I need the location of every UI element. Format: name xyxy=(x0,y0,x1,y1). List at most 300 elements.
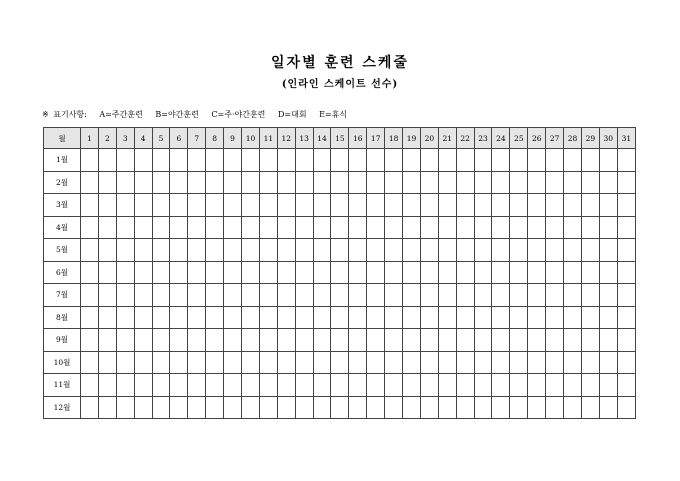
schedule-cell[interactable] xyxy=(134,216,152,239)
schedule-cell[interactable] xyxy=(474,216,492,239)
schedule-cell[interactable] xyxy=(295,239,313,262)
schedule-cell[interactable] xyxy=(599,306,617,329)
schedule-cell[interactable] xyxy=(134,396,152,419)
schedule-cell[interactable] xyxy=(456,306,474,329)
schedule-cell[interactable] xyxy=(242,239,260,262)
schedule-cell[interactable] xyxy=(188,351,206,374)
schedule-cell[interactable] xyxy=(420,261,438,284)
schedule-cell[interactable] xyxy=(206,194,224,217)
schedule-cell[interactable] xyxy=(617,351,635,374)
schedule-cell[interactable] xyxy=(152,149,170,172)
schedule-cell[interactable] xyxy=(277,396,295,419)
schedule-cell[interactable] xyxy=(331,239,349,262)
schedule-cell[interactable] xyxy=(528,329,546,352)
schedule-cell[interactable] xyxy=(313,194,331,217)
schedule-cell[interactable] xyxy=(224,216,242,239)
schedule-cell[interactable] xyxy=(510,171,528,194)
schedule-cell[interactable] xyxy=(295,351,313,374)
schedule-cell[interactable] xyxy=(259,194,277,217)
schedule-cell[interactable] xyxy=(81,194,99,217)
schedule-cell[interactable] xyxy=(242,374,260,397)
schedule-cell[interactable] xyxy=(313,216,331,239)
schedule-cell[interactable] xyxy=(420,149,438,172)
schedule-cell[interactable] xyxy=(367,306,385,329)
schedule-cell[interactable] xyxy=(546,351,564,374)
schedule-cell[interactable] xyxy=(349,171,367,194)
schedule-cell[interactable] xyxy=(277,194,295,217)
schedule-cell[interactable] xyxy=(242,351,260,374)
schedule-cell[interactable] xyxy=(313,374,331,397)
schedule-cell[interactable] xyxy=(599,171,617,194)
schedule-cell[interactable] xyxy=(403,261,421,284)
schedule-cell[interactable] xyxy=(510,396,528,419)
schedule-cell[interactable] xyxy=(259,374,277,397)
schedule-cell[interactable] xyxy=(546,396,564,419)
schedule-cell[interactable] xyxy=(403,396,421,419)
schedule-cell[interactable] xyxy=(564,396,582,419)
schedule-cell[interactable] xyxy=(617,239,635,262)
schedule-cell[interactable] xyxy=(510,261,528,284)
schedule-cell[interactable] xyxy=(295,171,313,194)
schedule-cell[interactable] xyxy=(277,351,295,374)
schedule-cell[interactable] xyxy=(492,149,510,172)
schedule-cell[interactable] xyxy=(617,374,635,397)
schedule-cell[interactable] xyxy=(259,351,277,374)
schedule-cell[interactable] xyxy=(152,374,170,397)
schedule-cell[interactable] xyxy=(313,396,331,419)
schedule-cell[interactable] xyxy=(188,374,206,397)
schedule-cell[interactable] xyxy=(331,261,349,284)
schedule-cell[interactable] xyxy=(367,239,385,262)
schedule-cell[interactable] xyxy=(313,329,331,352)
schedule-cell[interactable] xyxy=(528,306,546,329)
schedule-cell[interactable] xyxy=(474,374,492,397)
schedule-cell[interactable] xyxy=(313,239,331,262)
schedule-cell[interactable] xyxy=(206,171,224,194)
schedule-cell[interactable] xyxy=(224,261,242,284)
schedule-cell[interactable] xyxy=(98,194,116,217)
schedule-cell[interactable] xyxy=(295,194,313,217)
schedule-cell[interactable] xyxy=(134,284,152,307)
schedule-cell[interactable] xyxy=(295,396,313,419)
schedule-cell[interactable] xyxy=(152,171,170,194)
schedule-cell[interactable] xyxy=(206,149,224,172)
schedule-cell[interactable] xyxy=(581,351,599,374)
schedule-cell[interactable] xyxy=(403,194,421,217)
schedule-cell[interactable] xyxy=(188,149,206,172)
schedule-cell[interactable] xyxy=(564,239,582,262)
schedule-cell[interactable] xyxy=(581,329,599,352)
schedule-cell[interactable] xyxy=(456,239,474,262)
schedule-cell[interactable] xyxy=(456,194,474,217)
schedule-cell[interactable] xyxy=(528,284,546,307)
schedule-cell[interactable] xyxy=(81,239,99,262)
schedule-cell[interactable] xyxy=(581,194,599,217)
schedule-cell[interactable] xyxy=(617,171,635,194)
schedule-cell[interactable] xyxy=(349,216,367,239)
schedule-cell[interactable] xyxy=(259,396,277,419)
schedule-cell[interactable] xyxy=(403,351,421,374)
schedule-cell[interactable] xyxy=(546,171,564,194)
schedule-cell[interactable] xyxy=(224,171,242,194)
schedule-cell[interactable] xyxy=(98,396,116,419)
schedule-cell[interactable] xyxy=(385,374,403,397)
schedule-cell[interactable] xyxy=(152,194,170,217)
schedule-cell[interactable] xyxy=(367,351,385,374)
schedule-cell[interactable] xyxy=(599,239,617,262)
schedule-cell[interactable] xyxy=(259,239,277,262)
schedule-cell[interactable] xyxy=(420,306,438,329)
schedule-cell[interactable] xyxy=(546,149,564,172)
schedule-cell[interactable] xyxy=(456,396,474,419)
schedule-cell[interactable] xyxy=(492,194,510,217)
schedule-cell[interactable] xyxy=(385,239,403,262)
schedule-cell[interactable] xyxy=(277,239,295,262)
schedule-cell[interactable] xyxy=(242,171,260,194)
schedule-cell[interactable] xyxy=(438,171,456,194)
schedule-cell[interactable] xyxy=(617,284,635,307)
schedule-cell[interactable] xyxy=(420,351,438,374)
schedule-cell[interactable] xyxy=(277,171,295,194)
schedule-cell[interactable] xyxy=(510,351,528,374)
schedule-cell[interactable] xyxy=(438,284,456,307)
schedule-cell[interactable] xyxy=(492,171,510,194)
schedule-cell[interactable] xyxy=(420,216,438,239)
schedule-cell[interactable] xyxy=(331,374,349,397)
schedule-cell[interactable] xyxy=(599,194,617,217)
schedule-cell[interactable] xyxy=(116,149,134,172)
schedule-cell[interactable] xyxy=(474,306,492,329)
schedule-cell[interactable] xyxy=(331,216,349,239)
schedule-cell[interactable] xyxy=(510,194,528,217)
schedule-cell[interactable] xyxy=(206,306,224,329)
schedule-cell[interactable] xyxy=(599,396,617,419)
schedule-cell[interactable] xyxy=(510,149,528,172)
schedule-cell[interactable] xyxy=(420,329,438,352)
schedule-cell[interactable] xyxy=(259,306,277,329)
schedule-cell[interactable] xyxy=(456,261,474,284)
schedule-cell[interactable] xyxy=(581,171,599,194)
schedule-cell[interactable] xyxy=(564,351,582,374)
schedule-cell[interactable] xyxy=(385,351,403,374)
schedule-cell[interactable] xyxy=(242,261,260,284)
schedule-cell[interactable] xyxy=(188,216,206,239)
schedule-cell[interactable] xyxy=(98,351,116,374)
schedule-cell[interactable] xyxy=(116,396,134,419)
schedule-cell[interactable] xyxy=(510,306,528,329)
schedule-cell[interactable] xyxy=(313,306,331,329)
schedule-cell[interactable] xyxy=(349,149,367,172)
schedule-cell[interactable] xyxy=(420,396,438,419)
schedule-cell[interactable] xyxy=(617,261,635,284)
schedule-cell[interactable] xyxy=(313,171,331,194)
schedule-cell[interactable] xyxy=(581,306,599,329)
schedule-cell[interactable] xyxy=(224,284,242,307)
schedule-cell[interactable] xyxy=(617,306,635,329)
schedule-cell[interactable] xyxy=(134,351,152,374)
schedule-cell[interactable] xyxy=(349,374,367,397)
schedule-cell[interactable] xyxy=(456,216,474,239)
schedule-cell[interactable] xyxy=(116,216,134,239)
schedule-cell[interactable] xyxy=(98,149,116,172)
schedule-cell[interactable] xyxy=(528,149,546,172)
schedule-cell[interactable] xyxy=(81,149,99,172)
schedule-cell[interactable] xyxy=(98,171,116,194)
schedule-cell[interactable] xyxy=(617,194,635,217)
schedule-cell[interactable] xyxy=(438,374,456,397)
schedule-cell[interactable] xyxy=(206,374,224,397)
schedule-cell[interactable] xyxy=(81,329,99,352)
schedule-cell[interactable] xyxy=(438,149,456,172)
schedule-cell[interactable] xyxy=(259,261,277,284)
schedule-cell[interactable] xyxy=(617,396,635,419)
schedule-cell[interactable] xyxy=(564,171,582,194)
schedule-cell[interactable] xyxy=(259,216,277,239)
schedule-cell[interactable] xyxy=(420,194,438,217)
schedule-cell[interactable] xyxy=(116,239,134,262)
schedule-cell[interactable] xyxy=(438,194,456,217)
schedule-cell[interactable] xyxy=(438,329,456,352)
schedule-cell[interactable] xyxy=(492,351,510,374)
schedule-cell[interactable] xyxy=(349,351,367,374)
schedule-cell[interactable] xyxy=(206,396,224,419)
schedule-cell[interactable] xyxy=(492,374,510,397)
schedule-cell[interactable] xyxy=(564,261,582,284)
schedule-cell[interactable] xyxy=(313,261,331,284)
schedule-cell[interactable] xyxy=(349,239,367,262)
schedule-cell[interactable] xyxy=(259,149,277,172)
schedule-cell[interactable] xyxy=(385,216,403,239)
schedule-cell[interactable] xyxy=(510,284,528,307)
schedule-cell[interactable] xyxy=(546,284,564,307)
schedule-cell[interactable] xyxy=(224,306,242,329)
schedule-cell[interactable] xyxy=(474,329,492,352)
schedule-cell[interactable] xyxy=(528,194,546,217)
schedule-cell[interactable] xyxy=(242,396,260,419)
schedule-cell[interactable] xyxy=(206,329,224,352)
schedule-cell[interactable] xyxy=(599,284,617,307)
schedule-cell[interactable] xyxy=(474,351,492,374)
schedule-cell[interactable] xyxy=(152,284,170,307)
schedule-cell[interactable] xyxy=(528,374,546,397)
schedule-cell[interactable] xyxy=(438,396,456,419)
schedule-cell[interactable] xyxy=(81,306,99,329)
schedule-cell[interactable] xyxy=(420,284,438,307)
schedule-cell[interactable] xyxy=(599,374,617,397)
schedule-cell[interactable] xyxy=(438,216,456,239)
schedule-cell[interactable] xyxy=(98,261,116,284)
schedule-cell[interactable] xyxy=(349,284,367,307)
schedule-cell[interactable] xyxy=(456,149,474,172)
schedule-cell[interactable] xyxy=(581,284,599,307)
schedule-cell[interactable] xyxy=(510,216,528,239)
schedule-cell[interactable] xyxy=(81,351,99,374)
schedule-cell[interactable] xyxy=(188,194,206,217)
schedule-cell[interactable] xyxy=(98,216,116,239)
schedule-cell[interactable] xyxy=(81,284,99,307)
schedule-cell[interactable] xyxy=(116,306,134,329)
schedule-cell[interactable] xyxy=(546,194,564,217)
schedule-cell[interactable] xyxy=(116,171,134,194)
schedule-cell[interactable] xyxy=(331,306,349,329)
schedule-cell[interactable] xyxy=(81,261,99,284)
schedule-cell[interactable] xyxy=(242,194,260,217)
schedule-cell[interactable] xyxy=(581,374,599,397)
schedule-cell[interactable] xyxy=(564,149,582,172)
schedule-cell[interactable] xyxy=(367,374,385,397)
schedule-cell[interactable] xyxy=(81,216,99,239)
schedule-cell[interactable] xyxy=(295,329,313,352)
schedule-cell[interactable] xyxy=(599,149,617,172)
schedule-cell[interactable] xyxy=(367,194,385,217)
schedule-cell[interactable] xyxy=(474,171,492,194)
schedule-cell[interactable] xyxy=(313,284,331,307)
schedule-cell[interactable] xyxy=(331,351,349,374)
schedule-cell[interactable] xyxy=(295,261,313,284)
schedule-cell[interactable] xyxy=(170,329,188,352)
schedule-cell[interactable] xyxy=(474,149,492,172)
schedule-cell[interactable] xyxy=(224,194,242,217)
schedule-cell[interactable] xyxy=(528,239,546,262)
schedule-cell[interactable] xyxy=(81,374,99,397)
schedule-cell[interactable] xyxy=(242,216,260,239)
schedule-cell[interactable] xyxy=(492,261,510,284)
schedule-cell[interactable] xyxy=(367,329,385,352)
schedule-cell[interactable] xyxy=(528,171,546,194)
schedule-cell[interactable] xyxy=(474,194,492,217)
schedule-cell[interactable] xyxy=(456,284,474,307)
schedule-cell[interactable] xyxy=(170,284,188,307)
schedule-cell[interactable] xyxy=(349,306,367,329)
schedule-cell[interactable] xyxy=(170,261,188,284)
schedule-cell[interactable] xyxy=(367,396,385,419)
schedule-cell[interactable] xyxy=(134,194,152,217)
schedule-cell[interactable] xyxy=(456,329,474,352)
schedule-cell[interactable] xyxy=(564,284,582,307)
schedule-cell[interactable] xyxy=(134,171,152,194)
schedule-cell[interactable] xyxy=(188,239,206,262)
schedule-cell[interactable] xyxy=(564,329,582,352)
schedule-cell[interactable] xyxy=(403,149,421,172)
schedule-cell[interactable] xyxy=(492,306,510,329)
schedule-cell[interactable] xyxy=(98,239,116,262)
schedule-cell[interactable] xyxy=(134,329,152,352)
schedule-cell[interactable] xyxy=(564,374,582,397)
schedule-cell[interactable] xyxy=(295,149,313,172)
schedule-cell[interactable] xyxy=(564,216,582,239)
schedule-cell[interactable] xyxy=(456,374,474,397)
schedule-cell[interactable] xyxy=(564,194,582,217)
schedule-cell[interactable] xyxy=(474,239,492,262)
schedule-cell[interactable] xyxy=(170,194,188,217)
schedule-cell[interactable] xyxy=(224,396,242,419)
schedule-cell[interactable] xyxy=(492,239,510,262)
schedule-cell[interactable] xyxy=(438,261,456,284)
schedule-cell[interactable] xyxy=(134,149,152,172)
schedule-cell[interactable] xyxy=(599,216,617,239)
schedule-cell[interactable] xyxy=(385,396,403,419)
schedule-cell[interactable] xyxy=(242,306,260,329)
schedule-cell[interactable] xyxy=(206,239,224,262)
schedule-cell[interactable] xyxy=(277,374,295,397)
schedule-cell[interactable] xyxy=(224,351,242,374)
schedule-cell[interactable] xyxy=(116,351,134,374)
schedule-cell[interactable] xyxy=(546,216,564,239)
schedule-cell[interactable] xyxy=(349,194,367,217)
schedule-cell[interactable] xyxy=(581,396,599,419)
schedule-cell[interactable] xyxy=(277,216,295,239)
schedule-cell[interactable] xyxy=(403,374,421,397)
schedule-cell[interactable] xyxy=(331,149,349,172)
schedule-cell[interactable] xyxy=(385,261,403,284)
schedule-cell[interactable] xyxy=(456,351,474,374)
schedule-cell[interactable] xyxy=(385,194,403,217)
schedule-cell[interactable] xyxy=(617,149,635,172)
schedule-cell[interactable] xyxy=(295,284,313,307)
schedule-cell[interactable] xyxy=(98,329,116,352)
schedule-cell[interactable] xyxy=(259,171,277,194)
schedule-cell[interactable] xyxy=(492,396,510,419)
schedule-cell[interactable] xyxy=(313,351,331,374)
schedule-cell[interactable] xyxy=(385,284,403,307)
schedule-cell[interactable] xyxy=(152,396,170,419)
schedule-cell[interactable] xyxy=(385,149,403,172)
schedule-cell[interactable] xyxy=(188,329,206,352)
schedule-cell[interactable] xyxy=(170,351,188,374)
schedule-cell[interactable] xyxy=(188,261,206,284)
schedule-cell[interactable] xyxy=(438,351,456,374)
schedule-cell[interactable] xyxy=(546,329,564,352)
schedule-cell[interactable] xyxy=(474,261,492,284)
schedule-cell[interactable] xyxy=(277,284,295,307)
schedule-cell[interactable] xyxy=(546,306,564,329)
schedule-cell[interactable] xyxy=(277,261,295,284)
schedule-cell[interactable] xyxy=(367,261,385,284)
schedule-cell[interactable] xyxy=(581,149,599,172)
schedule-cell[interactable] xyxy=(116,194,134,217)
schedule-cell[interactable] xyxy=(492,284,510,307)
schedule-cell[interactable] xyxy=(474,396,492,419)
schedule-cell[interactable] xyxy=(385,329,403,352)
schedule-cell[interactable] xyxy=(599,261,617,284)
schedule-cell[interactable] xyxy=(581,261,599,284)
schedule-cell[interactable] xyxy=(277,329,295,352)
schedule-cell[interactable] xyxy=(116,329,134,352)
schedule-cell[interactable] xyxy=(277,149,295,172)
schedule-cell[interactable] xyxy=(581,239,599,262)
schedule-cell[interactable] xyxy=(206,284,224,307)
schedule-cell[interactable] xyxy=(546,374,564,397)
schedule-cell[interactable] xyxy=(403,284,421,307)
schedule-cell[interactable] xyxy=(116,284,134,307)
schedule-cell[interactable] xyxy=(134,374,152,397)
schedule-cell[interactable] xyxy=(367,171,385,194)
schedule-cell[interactable] xyxy=(599,351,617,374)
schedule-cell[interactable] xyxy=(116,261,134,284)
schedule-cell[interactable] xyxy=(546,261,564,284)
schedule-cell[interactable] xyxy=(528,351,546,374)
schedule-cell[interactable] xyxy=(152,306,170,329)
schedule-cell[interactable] xyxy=(188,171,206,194)
schedule-cell[interactable] xyxy=(528,396,546,419)
schedule-cell[interactable] xyxy=(617,329,635,352)
schedule-cell[interactable] xyxy=(259,329,277,352)
schedule-cell[interactable] xyxy=(420,374,438,397)
schedule-cell[interactable] xyxy=(81,396,99,419)
schedule-cell[interactable] xyxy=(224,149,242,172)
schedule-cell[interactable] xyxy=(331,284,349,307)
schedule-cell[interactable] xyxy=(134,239,152,262)
